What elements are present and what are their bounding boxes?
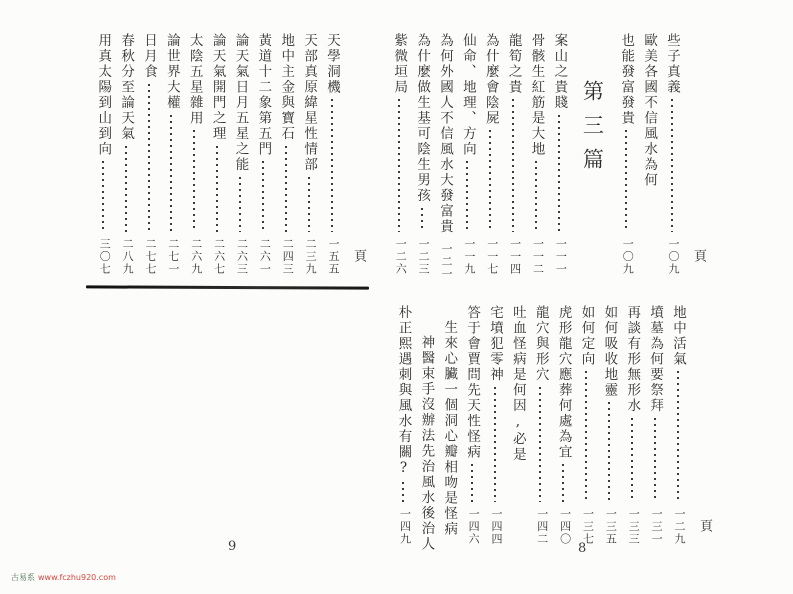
entry-title: 龍筍之貴 [505,33,522,95]
dot-leader [255,157,272,236]
entry-title: 論世界大權 [163,33,180,111]
entry-title: 再談有形無形水 [624,305,641,414]
entry-page-number: 一一一 [554,237,568,275]
entry-page-number: 三〇七 [98,237,112,275]
entry-page-number: 二七七 [144,237,157,275]
dot-leader [601,398,618,506]
toc-entry [186,33,203,275]
entry-page-number: 一一九 [462,237,476,275]
entry-title: 論天氣日月五星之能 [232,33,249,173]
entry-title: 為什麼做生基可陰生男孩 [414,33,431,204]
entry-title: 日月食 [141,33,157,80]
dot-leader [390,95,407,236]
page-column-header [349,33,368,275]
dot-leader [209,142,226,236]
entry-page-number: 一四六 [467,507,481,545]
entry-page-number: 二六七 [212,237,226,275]
toc-entry [669,305,686,545]
toc-block-right-bottom [395,305,714,552]
dot-leader [532,383,549,506]
entry-page-number: 二四三 [281,237,295,275]
entry-page-number: 二八九 [121,237,135,275]
toc-entry [232,33,249,275]
dot-leader [413,204,430,236]
entry-title: 天部真原緯星性情部 [301,33,318,173]
entry-title: 論天氣開門之理 [209,33,226,142]
dot-leader [459,157,476,236]
dot-leader [505,95,522,236]
entry-title: 虎形龍穴應葬何處為宜 [555,305,572,460]
section-divider-line [86,285,369,289]
toc-entry [323,33,340,275]
entry-page-number: 二六九 [189,237,203,275]
toc-entry [94,33,111,275]
entry-page-number: 一三三 [627,507,641,545]
chapter-heading: 第三篇 [580,80,605,182]
entry-page-number: 一三七 [581,507,595,545]
entry-title: 墳墓為何要祭拜 [647,305,664,414]
toc-entry [486,305,503,545]
entry-title: 仙命、地理、方向 [459,33,476,157]
dot-leader [669,367,686,506]
toc-entry [623,305,640,545]
dot-leader [395,478,412,506]
toc-entry [528,33,545,275]
page-number-left: 9 [228,539,237,554]
entry-page-number: 一一七 [485,237,499,275]
entry-title: 太陰五星雜用 [186,33,203,126]
entry-title: 案山之貴賤 [551,33,568,111]
watermark-url: www.fczhu920.com [38,573,116,582]
toc-entry [436,33,453,280]
entry-page-number: 一二一 [440,242,453,280]
toc-entry [255,33,272,275]
dot-leader [646,414,663,506]
dot-leader [436,235,453,241]
toc-entry [509,305,526,545]
entry-title: 用真太陽到山到向 [95,33,112,157]
entry-page-number: 一二九 [673,507,686,545]
toc-entry [140,33,157,275]
watermark [11,574,116,582]
toc-entry [440,305,457,545]
toc-entry [459,33,476,275]
entry-title: 些子真義 [664,33,680,95]
entry-page-number: 一〇九 [621,237,635,275]
page-column-header-label: 頁 [691,249,706,262]
toc-entry [601,305,618,545]
entry-title: 地中活氣 [670,305,686,367]
toc-entry [505,33,522,275]
dot-leader [663,95,680,236]
entry-title: 黃道十二象第五門 [255,33,272,157]
dot-leader [555,460,572,506]
dot-leader [578,367,595,506]
entry-page-number: 一一四 [508,237,522,275]
dot-leader [186,126,203,236]
entry-page-number: 一〇九 [667,237,680,275]
dot-leader [463,460,480,506]
entry-page-number: 一三五 [604,507,618,545]
toc-entry [163,33,180,275]
toc-entry [482,33,499,275]
entry-title: 答于會賈問先天性怪病 [464,305,481,460]
dot-leader [528,157,545,236]
entry-title: 天學洞機 [324,33,340,95]
entry-title: 骨骸生紅筋是大地 [528,33,545,157]
toc-entry [413,33,430,275]
toc-block-left-page [95,33,368,275]
entry-title: 春秋分至論天氣 [118,33,135,142]
page-column-header [689,33,708,275]
page-column-header-label: 頁 [351,249,366,262]
dot-leader [277,142,294,236]
dot-leader [551,111,568,236]
dot-leader [94,157,111,236]
entry-page-number: 一四四 [490,507,503,545]
dot-leader [232,173,249,236]
entry-title: 吐血怪病是何因,必是 [509,305,526,463]
entry-page-number: 一一二 [531,237,545,275]
entry-title: 宅墳犯零神 [487,305,503,383]
watermark-site-name: 古易系 [11,573,35,582]
entry-title: 生來心臟一個洞心瓣相吻是怪病 [441,320,458,537]
entry-title: 也能發富發貴 [618,33,635,126]
entry-title: 朴正熙遇刺與風水有關? [395,305,412,478]
toc-entry [532,305,549,545]
toc-entry [390,33,407,275]
entry-page-number: 一四〇 [558,507,572,545]
entry-title: 神醫束手沒辦法先治風水後治人 [418,335,435,552]
entry-page-number: 二六一 [258,237,272,275]
dot-leader [486,383,503,506]
entry-title: 歐美各國不信風水為何 [641,33,658,188]
toc-entry [555,305,572,545]
dot-leader [300,173,317,236]
dot-leader [117,142,134,236]
entry-page-number: 一二三 [417,237,431,275]
entry-page-number: 一四二 [535,507,549,545]
dot-leader [623,414,640,506]
toc-entry [277,33,294,275]
toc-entry [578,305,595,545]
toc-block-right-top [391,33,708,280]
entry-page-number: 二六三 [235,237,249,275]
toc-entry [617,33,634,275]
entry-title: 如何定向 [578,305,595,367]
entry-title: 為什麼會陰屍 [482,33,499,126]
entry-page-number: 二三九 [304,237,318,275]
entry-title: 龍穴與形穴 [532,305,549,383]
toc-entry [395,305,412,545]
page-column-header [695,305,714,545]
page-number-right: 8 [578,541,587,556]
entry-page-number: 二七一 [166,237,180,275]
entry-title: 為何外國人不信風水大發富貴 [437,33,453,235]
entry-title: 如何吸收地靈 [601,305,618,398]
dot-leader [482,126,499,236]
dot-leader [163,111,180,236]
toc-entry [418,305,435,552]
page-column-header-label: 頁 [697,519,712,532]
dot-leader [617,126,634,236]
entry-page-number: 一二六 [394,237,408,275]
toc-entry [663,33,680,275]
entry-page-number: 一五五 [327,237,340,275]
toc-entry [209,33,226,275]
entry-page-number: 一三一 [650,507,664,545]
dot-leader [140,80,157,236]
toc-entry [300,33,317,275]
toc-entry [463,305,480,545]
toc-entry [646,305,663,545]
toc-entry [117,33,134,275]
entry-page-number: 一四九 [398,507,412,545]
entry-title: 地中主金與寶石 [278,33,295,142]
dot-leader [323,95,340,236]
entry-title: 紫微垣局 [391,33,408,95]
toc-entry [551,33,568,275]
toc-entry [640,33,657,275]
